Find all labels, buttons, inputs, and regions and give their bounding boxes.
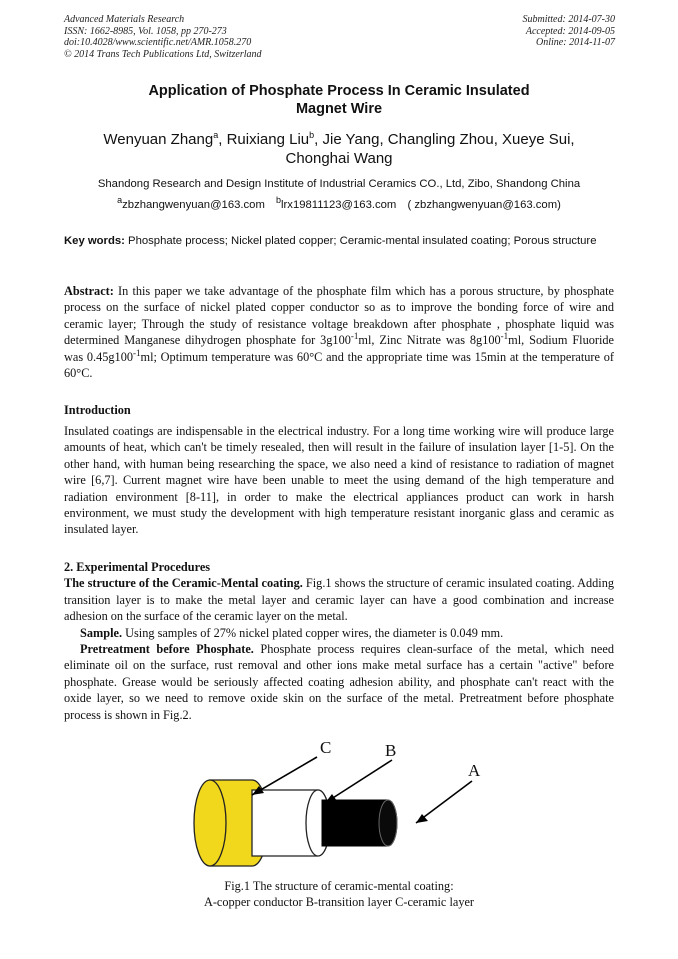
paragraph-label: Sample. <box>80 625 123 640</box>
label-a: A <box>468 761 481 780</box>
paragraph-text: Using samples of 27% nickel plated copper wires, the diameter is 0.049 mm. <box>125 625 504 640</box>
superscript: -1 <box>133 347 141 358</box>
keywords-text: Phosphate process; Nickel plated copper; Ceramic-mental insulated coating; Porous structure <box>128 235 597 247</box>
title-line-1: Application of Phosphate Process In Ceramic Insulated <box>148 83 530 99</box>
author-superscript: b <box>309 130 315 140</box>
email-superscript: a <box>117 195 123 206</box>
abstract <box>64 283 614 381</box>
journal-header-left <box>64 14 262 60</box>
keywords <box>64 234 614 249</box>
paragraph-label: The structure of the Ceramic-Mental coating. <box>64 576 303 591</box>
leader-line-c <box>252 757 317 795</box>
paragraph-label: Pretreatment before Phosphate. <box>80 642 254 657</box>
author-name: Wenyuan Zhang <box>103 131 214 148</box>
label-c: C <box>320 738 332 757</box>
leader-line-a <box>416 781 472 823</box>
author-list: Wenyuan Zhang$^a$, Ruixiang Liu$^b$, Jie Yang, Changling Zhou, Xueye Sui, Chonghai Wang <box>64 130 614 168</box>
paper-title <box>64 82 614 118</box>
journal-header-right <box>523 14 616 49</box>
online-date: Online: 2014-11-07 <box>536 37 615 48</box>
abstract-label: Abstract: <box>64 284 114 298</box>
copyright: © 2014 Trans Tech Publications Ltd, Switzerland <box>64 48 262 60</box>
section-heading-experimental: 2. Experimental Procedures <box>64 560 211 574</box>
leader-line-b <box>325 760 392 803</box>
author-names: Jie Yang, Changling Zhou, Xueye Sui, <box>322 131 575 148</box>
superscript: -1 <box>350 331 359 342</box>
experimental-section <box>64 559 614 723</box>
author-emails <box>64 195 614 211</box>
copper-conductor-end <box>379 800 397 846</box>
sample-paragraph <box>64 625 614 641</box>
email-link[interactable]: lrx19811123@163.com <box>281 199 397 211</box>
pretreatment-paragraph <box>64 641 614 723</box>
corresponding-email: ( zbzhangwenyuan@163.com) <box>407 199 561 211</box>
issn: ISSN: 1662-8985, Vol. 1058, pp 270-273 <box>64 25 227 37</box>
ceramic-layer-end <box>194 780 226 866</box>
email-superscript: b <box>276 195 282 206</box>
accepted-date: Accepted: 2014-09-05 <box>525 25 615 37</box>
caption-line-2: A-copper conductor B-transition layer C-ceramic layer <box>203 894 475 909</box>
figure-caption <box>64 879 614 910</box>
label-b: B <box>385 741 397 760</box>
paragraph-text: Phosphate process requires clean-surface of the metal, which need eliminate oil on the surface, rust removal and other ions make metal surface has a certain "active" before phosphate. Grease would be seriously affected coating adhesion ability, and phosphate can't react with the oxide layer, so we need to remove oxide skin on the surface of the metal. Pretreatment before phosphate process is shown in Fig.2. <box>64 642 614 722</box>
author-name: Ruixiang Liu <box>226 131 310 148</box>
affiliation: Shandong Research and Design Institute of Industrial Ceramics CO., Ltd, Zibo, Shandong China <box>97 178 581 190</box>
section-heading-introduction: Introduction <box>64 403 131 417</box>
introduction-text: Insulated coatings are indispensable in the electrical industry. For a long time working wire will produce large amounts of heat, which can't be timely resealed, then will result in the failure of insulation layer [1-5]. On the other hand, with human being researching the space, we also need a kind of resistance to radiation of magnet wire [6,7]. Current magnet wire have been unable to meet the using demand of the high temperature and radiation environment [8-11], in order to make the electrical appliances product can work in harsh environment, we must study the development with high temperature resistant inorganic glass and ceramic as insulated layer. <box>64 424 614 537</box>
structure-paragraph <box>64 575 614 624</box>
author-names: Chonghai Wang <box>285 150 393 167</box>
abstract-text: In this paper we take advantage of the phosphate film which has a porous structure, by phosphate process on the surface of nickel plated copper conductor so as to improve the bonding force of wire and ceramic layer; Through the study of resistance voltage breakdown after phosphate , phosphate liquid was determined Manganese dihydrogen phosphate for 3g100 <box>64 284 614 348</box>
title-line-2: Magnet Wire <box>295 101 383 117</box>
caption-line-1: Fig.1 The structure of ceramic-mental coating: <box>224 879 454 893</box>
wire-structure-figure <box>180 735 520 875</box>
paragraph-text: Fig.1 shows the structure of ceramic insulated coating. Adding transition layer is to make the metal layer and ceramic layer can have a good combination and increase adhesion on the surface of the ceramic layer on the metal. <box>64 576 614 624</box>
abstract-text: ml, Sodium Fluoride was 0.45g100 <box>64 333 614 364</box>
abstract-text: ml; Optimum temperature was 60°C and the appropriate time was 15min at the temperature of 60°C. <box>64 349 614 381</box>
doi: doi:10.4028/www.scientific.net/AMR.1058.270 <box>64 37 252 48</box>
superscript: -1 <box>500 331 509 342</box>
keywords-label: Key words: <box>64 235 125 247</box>
author-superscript: a <box>213 130 219 140</box>
journal-name: Advanced Materials Research <box>64 14 185 25</box>
email-link[interactable]: zbzhangwenyuan@163.com <box>122 199 265 211</box>
abstract-text: ml, Zinc Nitrate was 8g100 <box>358 333 501 348</box>
submitted-date: Submitted: 2014-07-30 <box>522 14 615 25</box>
